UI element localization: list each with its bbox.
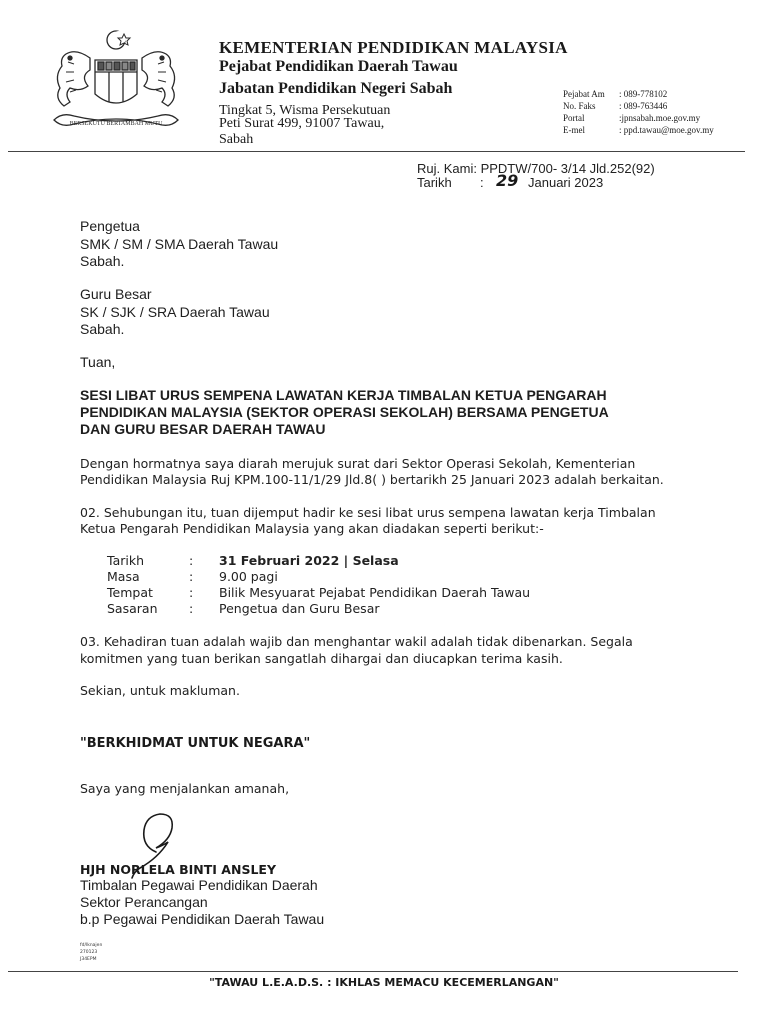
signatory-title: Sektor Perancangan xyxy=(80,894,208,910)
recipient-line: Sabah. xyxy=(80,253,125,269)
detail-value-date: 31 Februari 2022 | Selasa xyxy=(219,553,399,568)
signatory-title: Timbalan Pegawai Pendidikan Daerah xyxy=(80,877,318,893)
detail-label-venue: Tempat xyxy=(107,585,153,600)
address-line: Peti Surat 499, 91007 Tawau, xyxy=(219,116,385,131)
recipient-line: Pengetua xyxy=(80,218,140,234)
recipient-line: Sabah. xyxy=(80,321,125,337)
paragraph-2-line: 02. Sehubungan itu, tuan dijemput hadir ke sesi libat urus sempena lawatan kerja Timbalan xyxy=(80,505,656,520)
contact-value-portal: :jpnsabah.moe.gov.my xyxy=(619,113,701,123)
date-colon: : xyxy=(480,175,484,190)
recipient-line: SMK / SM / SMA Daerah Tawau xyxy=(80,236,279,252)
detail-value-time: 9.00 pagi xyxy=(219,569,278,584)
detail-label-target: Sasaran xyxy=(107,601,158,616)
contact-value-phone: : 089-778102 xyxy=(619,89,668,99)
signatory-title: b.p Pegawai Pendidikan Daerah Tawau xyxy=(80,911,325,927)
signatory-name: HJH NORLELA BINTI ANSLEY xyxy=(80,862,276,877)
address-line: Tingkat 5, Wisma Persekutuan xyxy=(219,103,391,118)
paragraph-1-line: Dengan hormatnya saya diarah merujuk surat dari Sektor Operasi Sekolah, Kementerian xyxy=(80,456,636,471)
contact-label-fax: No. Faks xyxy=(563,101,596,111)
office-name: Pejabat Pendidikan Daerah Tawau xyxy=(219,58,458,75)
letterhead-divider xyxy=(8,151,745,152)
ministry-name: KEMENTERIAN PENDIDIKAN MALAYSIA xyxy=(219,38,568,57)
department-name: Jabatan Pendidikan Negeri Sabah xyxy=(219,80,453,97)
reference-number: Ruj. Kami: PPDTW/700- 3/14 Jld.252(92) xyxy=(417,161,655,176)
reference-initials: 270123 xyxy=(80,950,98,955)
salutation: Tuan, xyxy=(80,354,116,370)
detail-colon: : xyxy=(189,553,194,568)
footer-divider xyxy=(8,971,738,972)
subject-line: PENDIDIKAN MALAYSIA (SEKTOR OPERASI SEKOLAH) BERSAMA PENGETUA xyxy=(80,404,609,420)
detail-value-venue: Bilik Mesyuarat Pejabat Pendidikan Daerah Tawau xyxy=(219,585,531,600)
footer-slogan: "TAWAU L.E.A.D.S. : IKHLAS MEMACU KECEMERLANGAN" xyxy=(209,976,559,989)
paragraph-1-line: Pendidikan Malaysia Ruj KPM.100-11/1/29 Jld.8( ) bertarikh 25 Januari 2023 adalah berkaitan. xyxy=(80,472,664,487)
address-line: Sabah xyxy=(219,132,254,147)
contact-label-portal: Portal xyxy=(563,113,585,123)
contact-label-phone: Pejabat Am xyxy=(563,89,605,99)
motto: "BERKHIDMAT UNTUK NEGARA" xyxy=(80,736,311,751)
detail-colon: : xyxy=(189,569,194,584)
detail-colon: : xyxy=(189,585,194,600)
detail-label-time: Masa xyxy=(107,569,140,584)
paragraph-3-line: komitmen yang tuan berikan sangatlah dihargai dan diucapkan terima kasih. xyxy=(80,651,563,666)
subject-line: DAN GURU BESAR DAERAH TAWAU xyxy=(80,421,326,437)
detail-colon: : xyxy=(189,601,194,616)
recipient-line: Guru Besar xyxy=(80,286,152,302)
date-month-year: Januari 2023 xyxy=(528,175,604,190)
contact-value-fax: : 089-763446 xyxy=(619,101,668,111)
paragraph-2-line: Ketua Pengarah Pendidikan Malaysia yang akan diadakan seperti berikut:- xyxy=(80,521,544,536)
subject-line: SESI LIBAT URUS SEMPENA LAWATAN KERJA TIMBALAN KETUA PENGARAH xyxy=(80,387,607,403)
coat-of-arms-logo xyxy=(40,28,190,140)
recipient-line: SK / SJK / SRA Daerah Tawau xyxy=(80,304,270,320)
paragraph-3-line: 03. Kehadiran tuan adalah wajib dan menghantar wakil adalah tidak dibenarkan. Segala xyxy=(80,634,633,649)
date-day-handwritten: 29 xyxy=(496,171,519,190)
trust-line: Saya yang menjalankan amanah, xyxy=(80,781,290,796)
date-label: Tarikh xyxy=(417,175,452,190)
reference-initials: fd/lknajen xyxy=(80,943,103,948)
contact-value-email: : ppd.tawau@moe.gov.my xyxy=(619,125,714,135)
detail-label-date: Tarikh xyxy=(107,553,144,568)
crest-motto-text: BERSEKUTU BERTAMBAH MUTU xyxy=(69,121,163,127)
contact-label-email: E-mel xyxy=(563,125,585,135)
reference-initials: J34EPM xyxy=(80,957,97,962)
detail-value-target: Pengetua dan Guru Besar xyxy=(219,601,380,616)
closing-line: Sekian, untuk makluman. xyxy=(80,683,240,698)
